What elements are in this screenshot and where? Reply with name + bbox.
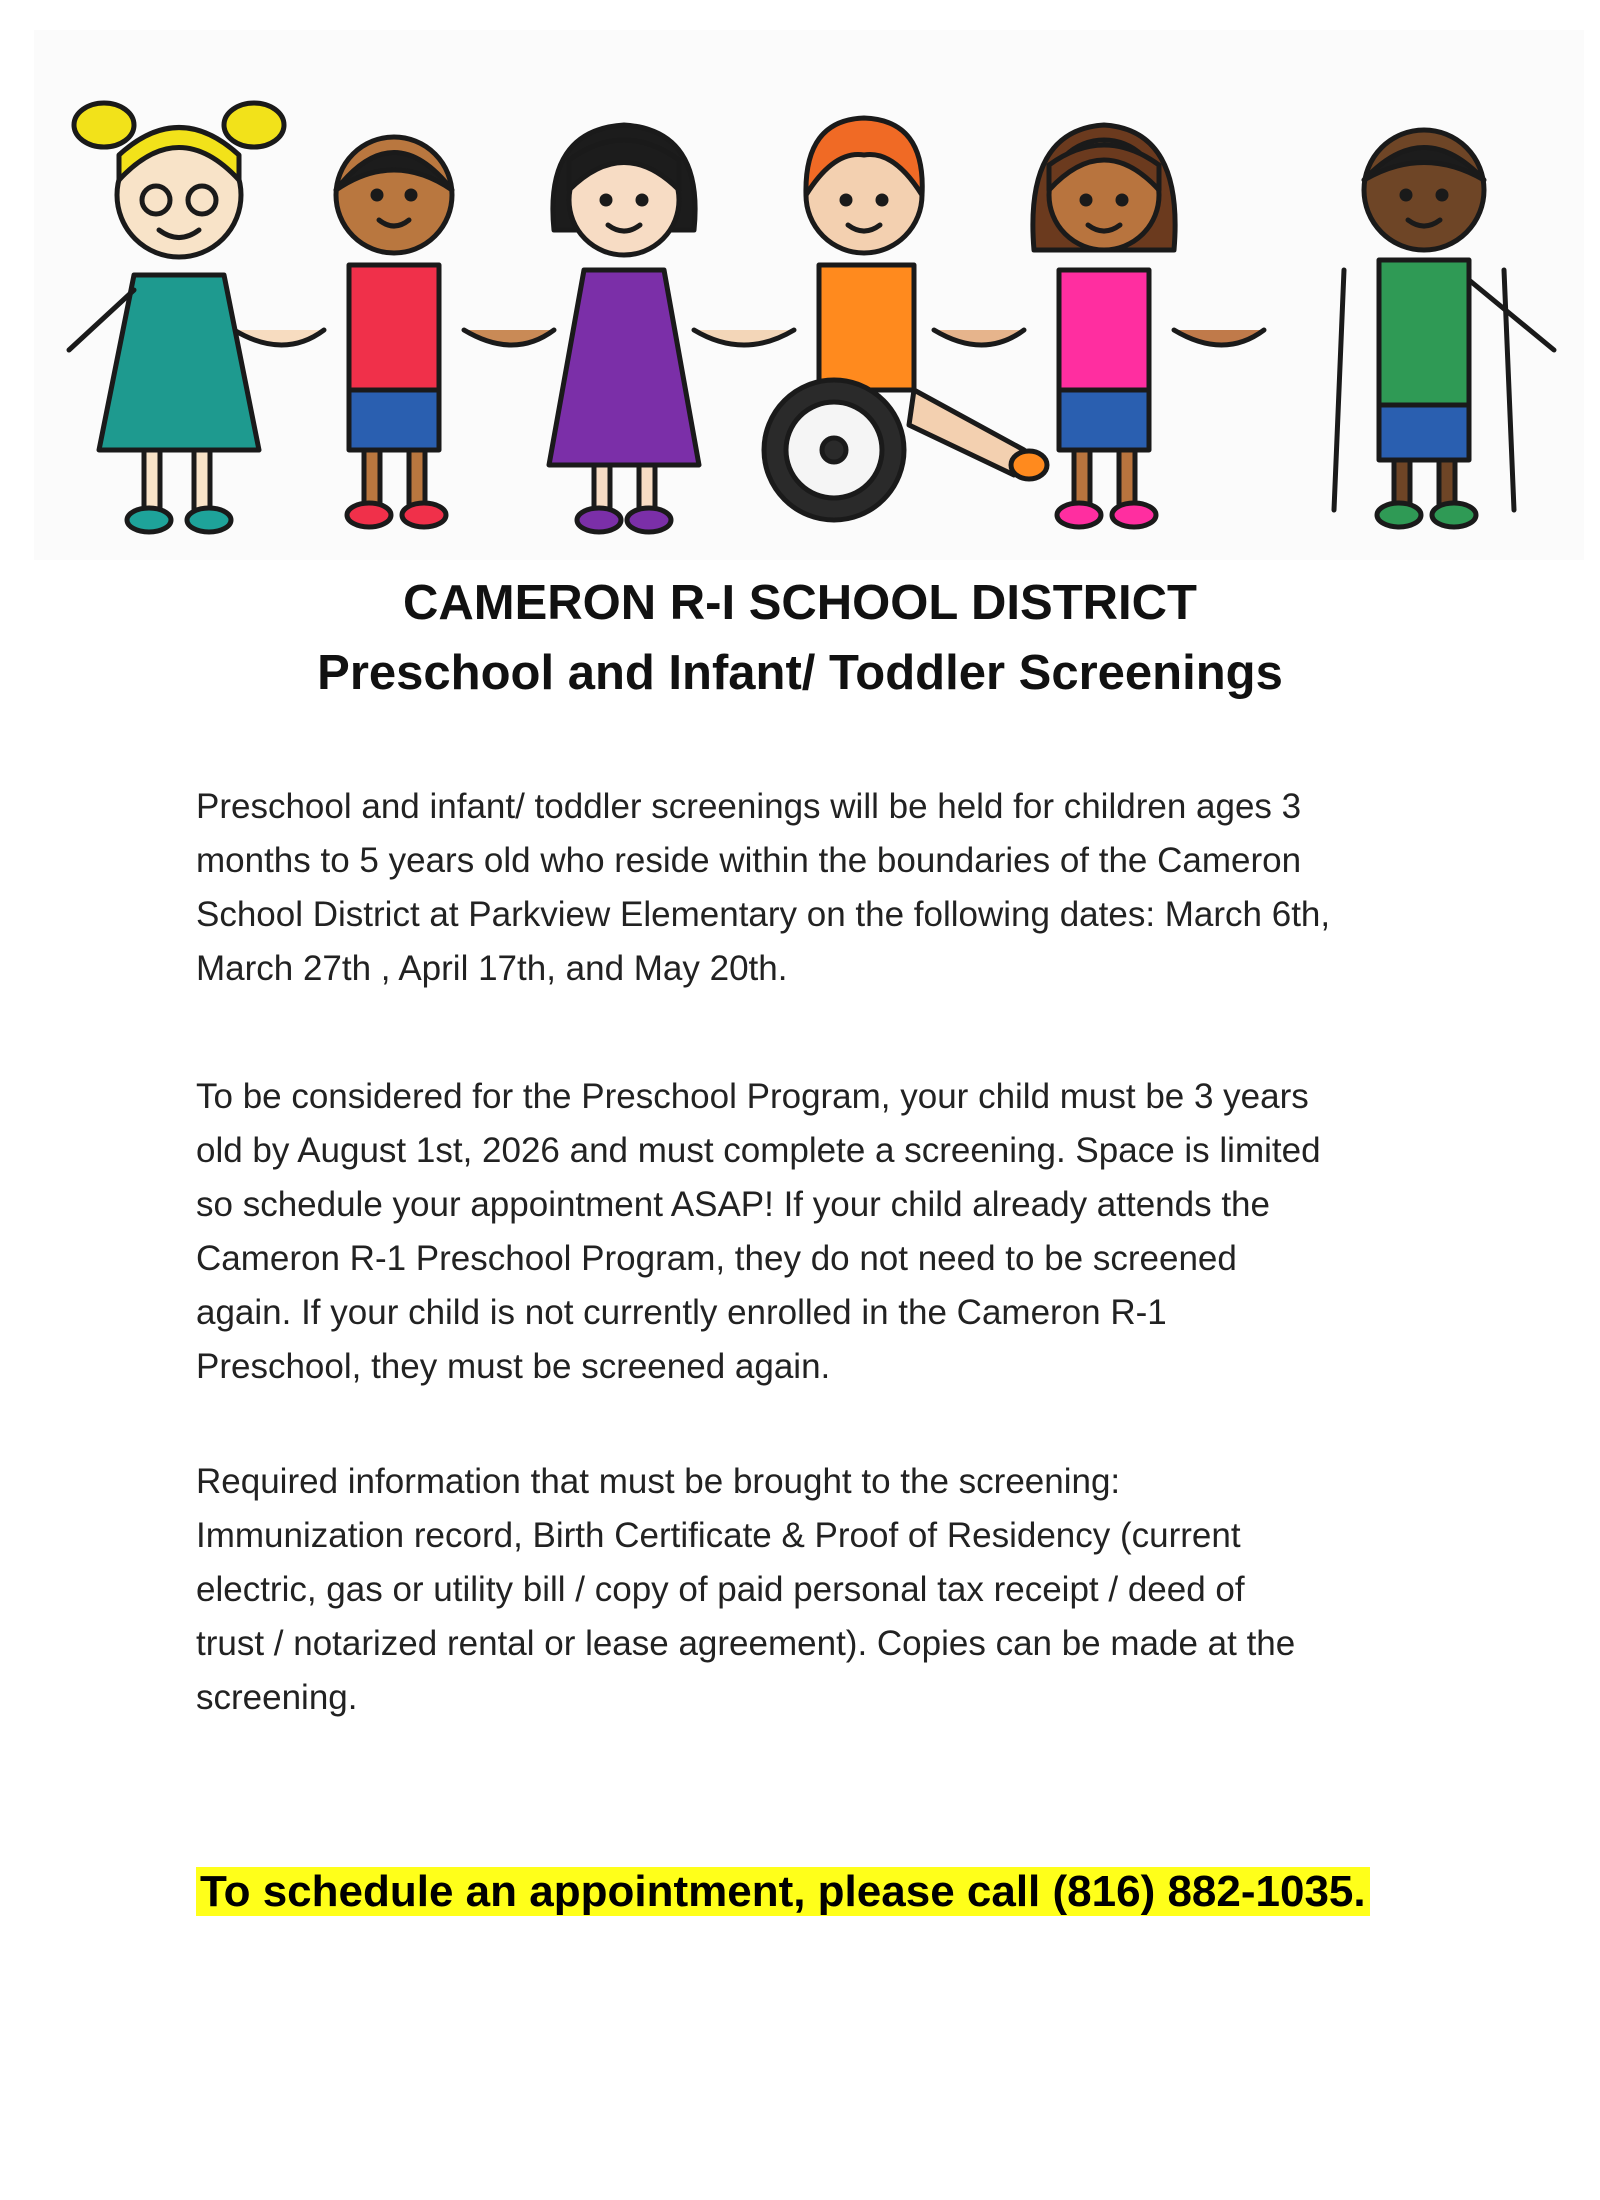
child-1-figure [69,103,284,532]
title-block [0,568,1600,708]
appointment-phone-text: To schedule an appointment, please call (816) 882-1035. [196,1867,1370,1916]
children-illustration [34,30,1584,560]
screenings-title: Preschool and Infant/ Toddler Screenings [317,646,1283,700]
required-documents-paragraph: Required information that must be brought to the screening: Immunization record, Birth Certificate & Proof of Residency (current electric, gas or utility bill / copy of paid personal tax receipt / deed of trust / notarized rental or lease agreement). Copies can be made at the screening. [196,1462,1296,1717]
call-to-action [196,1862,1370,1922]
preschool-eligibility-paragraph: To be considered for the Preschool Program, your child must be 3 years old by August 1st, 2026 and must complete a screening. Space is limited so schedule your appointment ASAP! If your child already attends the Cameron R-1 Preschool Program, they do not need to be screened again. If your child is not currently enrolled in the Cameron R-1 Preschool, they must be screened again. [196,1077,1321,1386]
child-5-figure [1033,125,1175,527]
district-title: CAMERON R-I SCHOOL DISTRICT [403,576,1197,630]
child-4-figure [764,118,1047,520]
child-2-figure [336,137,452,527]
kids-holding-hands-graphic [34,30,1584,560]
screening-dates-paragraph: Preschool and infant/ toddler screenings will be held for children ages 3 months to 5 years old who reside within the boundaries of the Cameron School District at Parkview Elementary on the following dates: March 6th, March 27th , April 17th, and May 20th. [196,787,1331,988]
child-3-figure [549,125,699,532]
child-6-figure [1334,130,1554,527]
